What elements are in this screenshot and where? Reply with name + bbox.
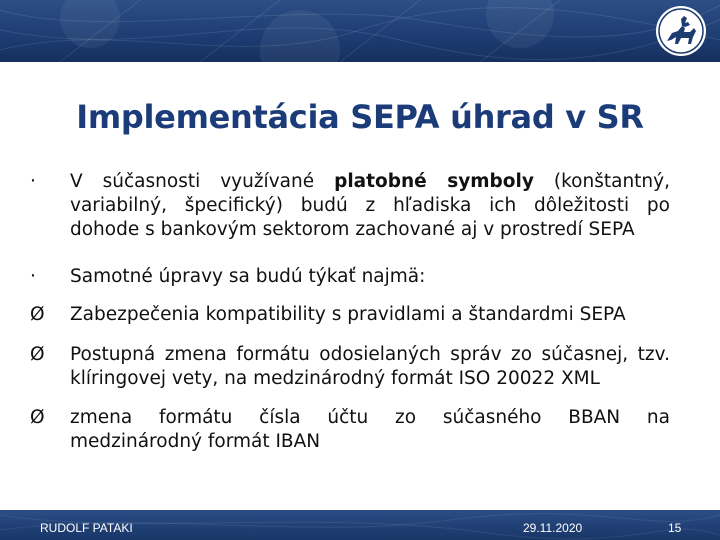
slide-title: Implementácia SEPA úhrad v SR — [76, 98, 644, 136]
bold-phrase: platobné symboly — [334, 171, 534, 192]
bullet-text — [70, 343, 670, 391]
header-texture — [0, 0, 720, 62]
bullet-text — [70, 170, 670, 242]
bullet-line: medzinárodný formát IBAN — [70, 431, 321, 452]
arrow-item-zmena-cisla-uctu — [30, 406, 670, 454]
footer-author: RUDOLF PATAKI — [40, 521, 133, 535]
bullet-line: V súčasnosti využívané platobné symboly (konštantný, — [70, 171, 670, 192]
horse-rider-emblem-icon — [654, 4, 708, 58]
bullet-text — [70, 406, 670, 454]
bullet-line: Postupná zmena formátu odosielaných správ zo súčasnej, tzv. — [70, 344, 670, 365]
bullet-line: klíringovej vety, na medzinárodný formát ISO 20022 XML — [70, 368, 600, 389]
bullet-text: Samotné úpravy sa budú týkať najmä: — [70, 266, 426, 287]
bullet-line: zmena formátu čísla účtu zo súčasného BBAN na — [70, 407, 670, 428]
arrow-item-zmena-formatu-sprav — [30, 343, 670, 391]
bullet-dot-icon: · — [30, 266, 36, 287]
bullet-dot-icon: · — [30, 171, 36, 192]
arrow-bullet-icon: Ø — [30, 407, 45, 428]
bullet-text: Zabezpečenia kompatibility s pravidlami a štandardmi SEPA — [70, 304, 626, 325]
arrow-bullet-icon: Ø — [30, 344, 45, 365]
footer-page-number: 15 — [668, 521, 682, 535]
bullet-line: variabilný, špecifický) budú z hľadiska ich dôležitosti po — [70, 195, 670, 216]
arrow-item-kompatibilita — [30, 303, 670, 327]
header-band — [0, 0, 720, 62]
bullet-line: dohode s bankovým sektorom zachované aj v prostredí SEPA — [70, 219, 635, 240]
bullet-platobne-symboly — [30, 170, 670, 242]
arrow-bullet-icon: Ø — [30, 304, 45, 325]
footer-date: 29.11.2020 — [523, 521, 583, 535]
footer-band — [0, 510, 720, 540]
bullet-samotne-upravy — [30, 265, 670, 289]
